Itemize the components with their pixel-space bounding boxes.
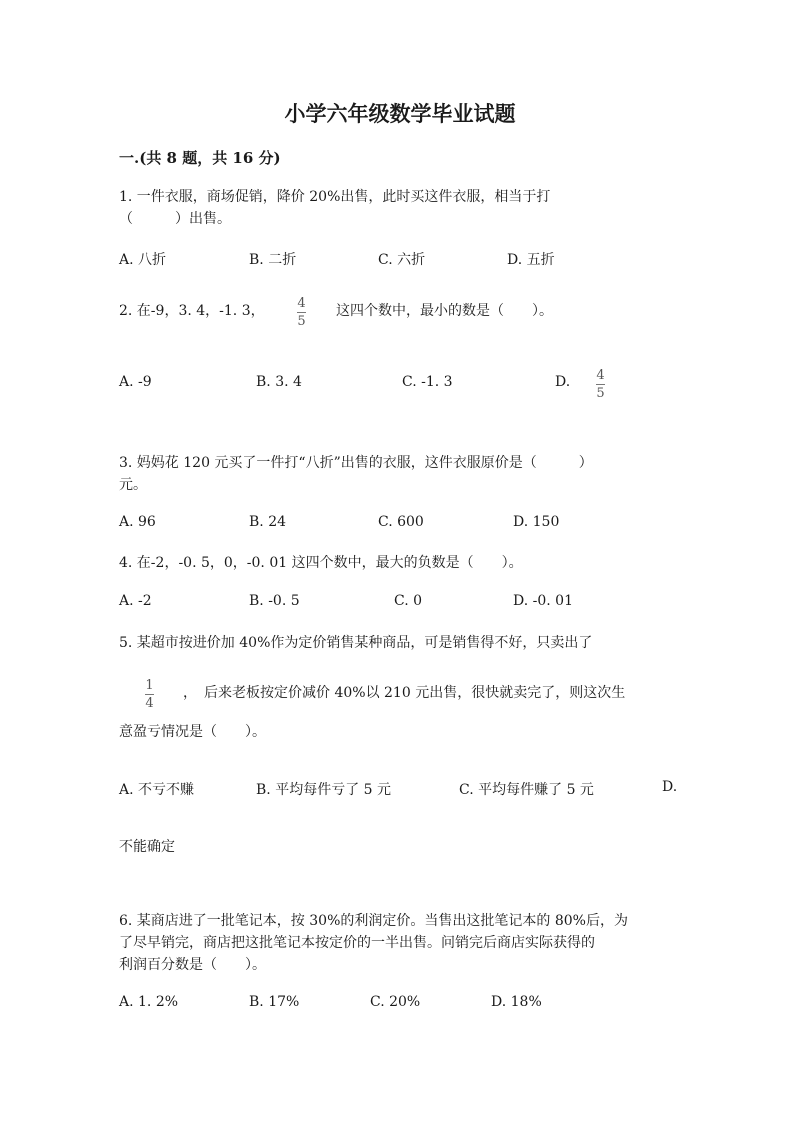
question-6-line-3: 利润百分数是（ ）。 [119, 957, 266, 973]
question-6-line-2: 了尽早销完，商店把这批笔记本按定价的一半出售。问销完后商店实际获得的 [119, 935, 595, 951]
fraction-bar [297, 312, 306, 313]
fraction-bar [596, 384, 605, 385]
question-3-option-c: C. 600 [378, 514, 424, 530]
question-1-line-2: （ ）出售。 [119, 211, 231, 227]
question-1-option-b: B. 二折 [249, 252, 297, 268]
question-3-option-b: B. 24 [249, 514, 287, 530]
fraction-numerator: 4 [297, 296, 306, 311]
question-6-option-b: B. 17% [249, 994, 300, 1010]
question-4-option-c: C. 0 [394, 593, 423, 609]
question-3-line-1: 3. 妈妈花 120 元买了一件打“八折”出售的衣服，这件衣服原价是（ ） [119, 455, 593, 471]
question-4-line-1: 4. 在-2，-0. 5，0，-0. 01 这四个数中，最大的负数是（ ）。 [119, 555, 523, 571]
question-2-option-d-fraction [596, 368, 605, 401]
fraction-denominator: 5 [297, 314, 306, 329]
question-3-option-d: D. 150 [513, 514, 560, 530]
question-5-option-d: D. [662, 779, 678, 795]
question-5-option-c: C. 平均每件赚了 5 元 [459, 782, 594, 798]
question-5-option-b: B. 平均每件亏了 5 元 [256, 782, 391, 798]
question-5-option-d-text: 不能确定 [119, 839, 175, 855]
question-3-line-2: 元。 [119, 477, 147, 493]
fraction-denominator: 4 [145, 696, 154, 711]
question-5-option-a: A. 不亏不赚 [119, 782, 195, 798]
question-2-option-b: B. 3. 4 [256, 374, 302, 390]
fraction-denominator: 5 [596, 386, 605, 401]
question-2-text-after: 这四个数中，最小的数是（ ）。 [336, 303, 553, 319]
question-4-option-d: D. -0. 01 [513, 593, 573, 609]
question-6-line-1: 6. 某商店进了一批笔记本，按 30%的利润定价。当售出这批笔记本的 80%后，为 [119, 913, 628, 929]
question-5-line-1: 5. 某超市按进价加 40%作为定价销售某种商品，可是销售得不好，只卖出了 [119, 635, 593, 651]
question-1-option-c: C. 六折 [378, 252, 426, 268]
question-6-option-c: C. 20% [370, 994, 421, 1010]
question-1-line-1: 1. 一件衣服，商场促销，降价 20%出售，此时买这件衣服，相当于打 [119, 189, 551, 205]
question-2-fraction [297, 296, 306, 329]
question-6-option-d: D. 18% [491, 994, 542, 1010]
fraction-bar [145, 694, 154, 695]
question-2-option-c: C. -1. 3 [402, 374, 453, 390]
question-3-option-a: A. 96 [119, 514, 156, 530]
fraction-numerator: 4 [596, 368, 605, 383]
question-6-option-a: A. 1. 2% [119, 994, 179, 1010]
page-title: 小学六年级数学毕业试题 [284, 101, 516, 126]
question-5-fraction [145, 678, 154, 711]
question-5-line-3: 意盈亏情况是（ ）。 [119, 724, 266, 740]
question-2-option-a: A. -9 [119, 374, 152, 390]
question-1-option-d: D. 五折 [507, 252, 555, 268]
question-2-text-before: 2. 在-9，3. 4，-1. 3， [119, 303, 265, 319]
question-1-option-a: A. 八折 [119, 252, 167, 268]
question-2-option-d: D. [555, 374, 571, 390]
fraction-numerator: 1 [145, 678, 154, 693]
question-4-option-a: A. -2 [119, 593, 152, 609]
question-4-option-b: B. -0. 5 [249, 593, 300, 609]
question-5-line-2: ， 后来老板按定价减价 40%以 210 元出售，很快就卖完了，则这次生 [183, 685, 626, 701]
section-heading: 一.(共 8 题，共 16 分) [119, 149, 281, 167]
